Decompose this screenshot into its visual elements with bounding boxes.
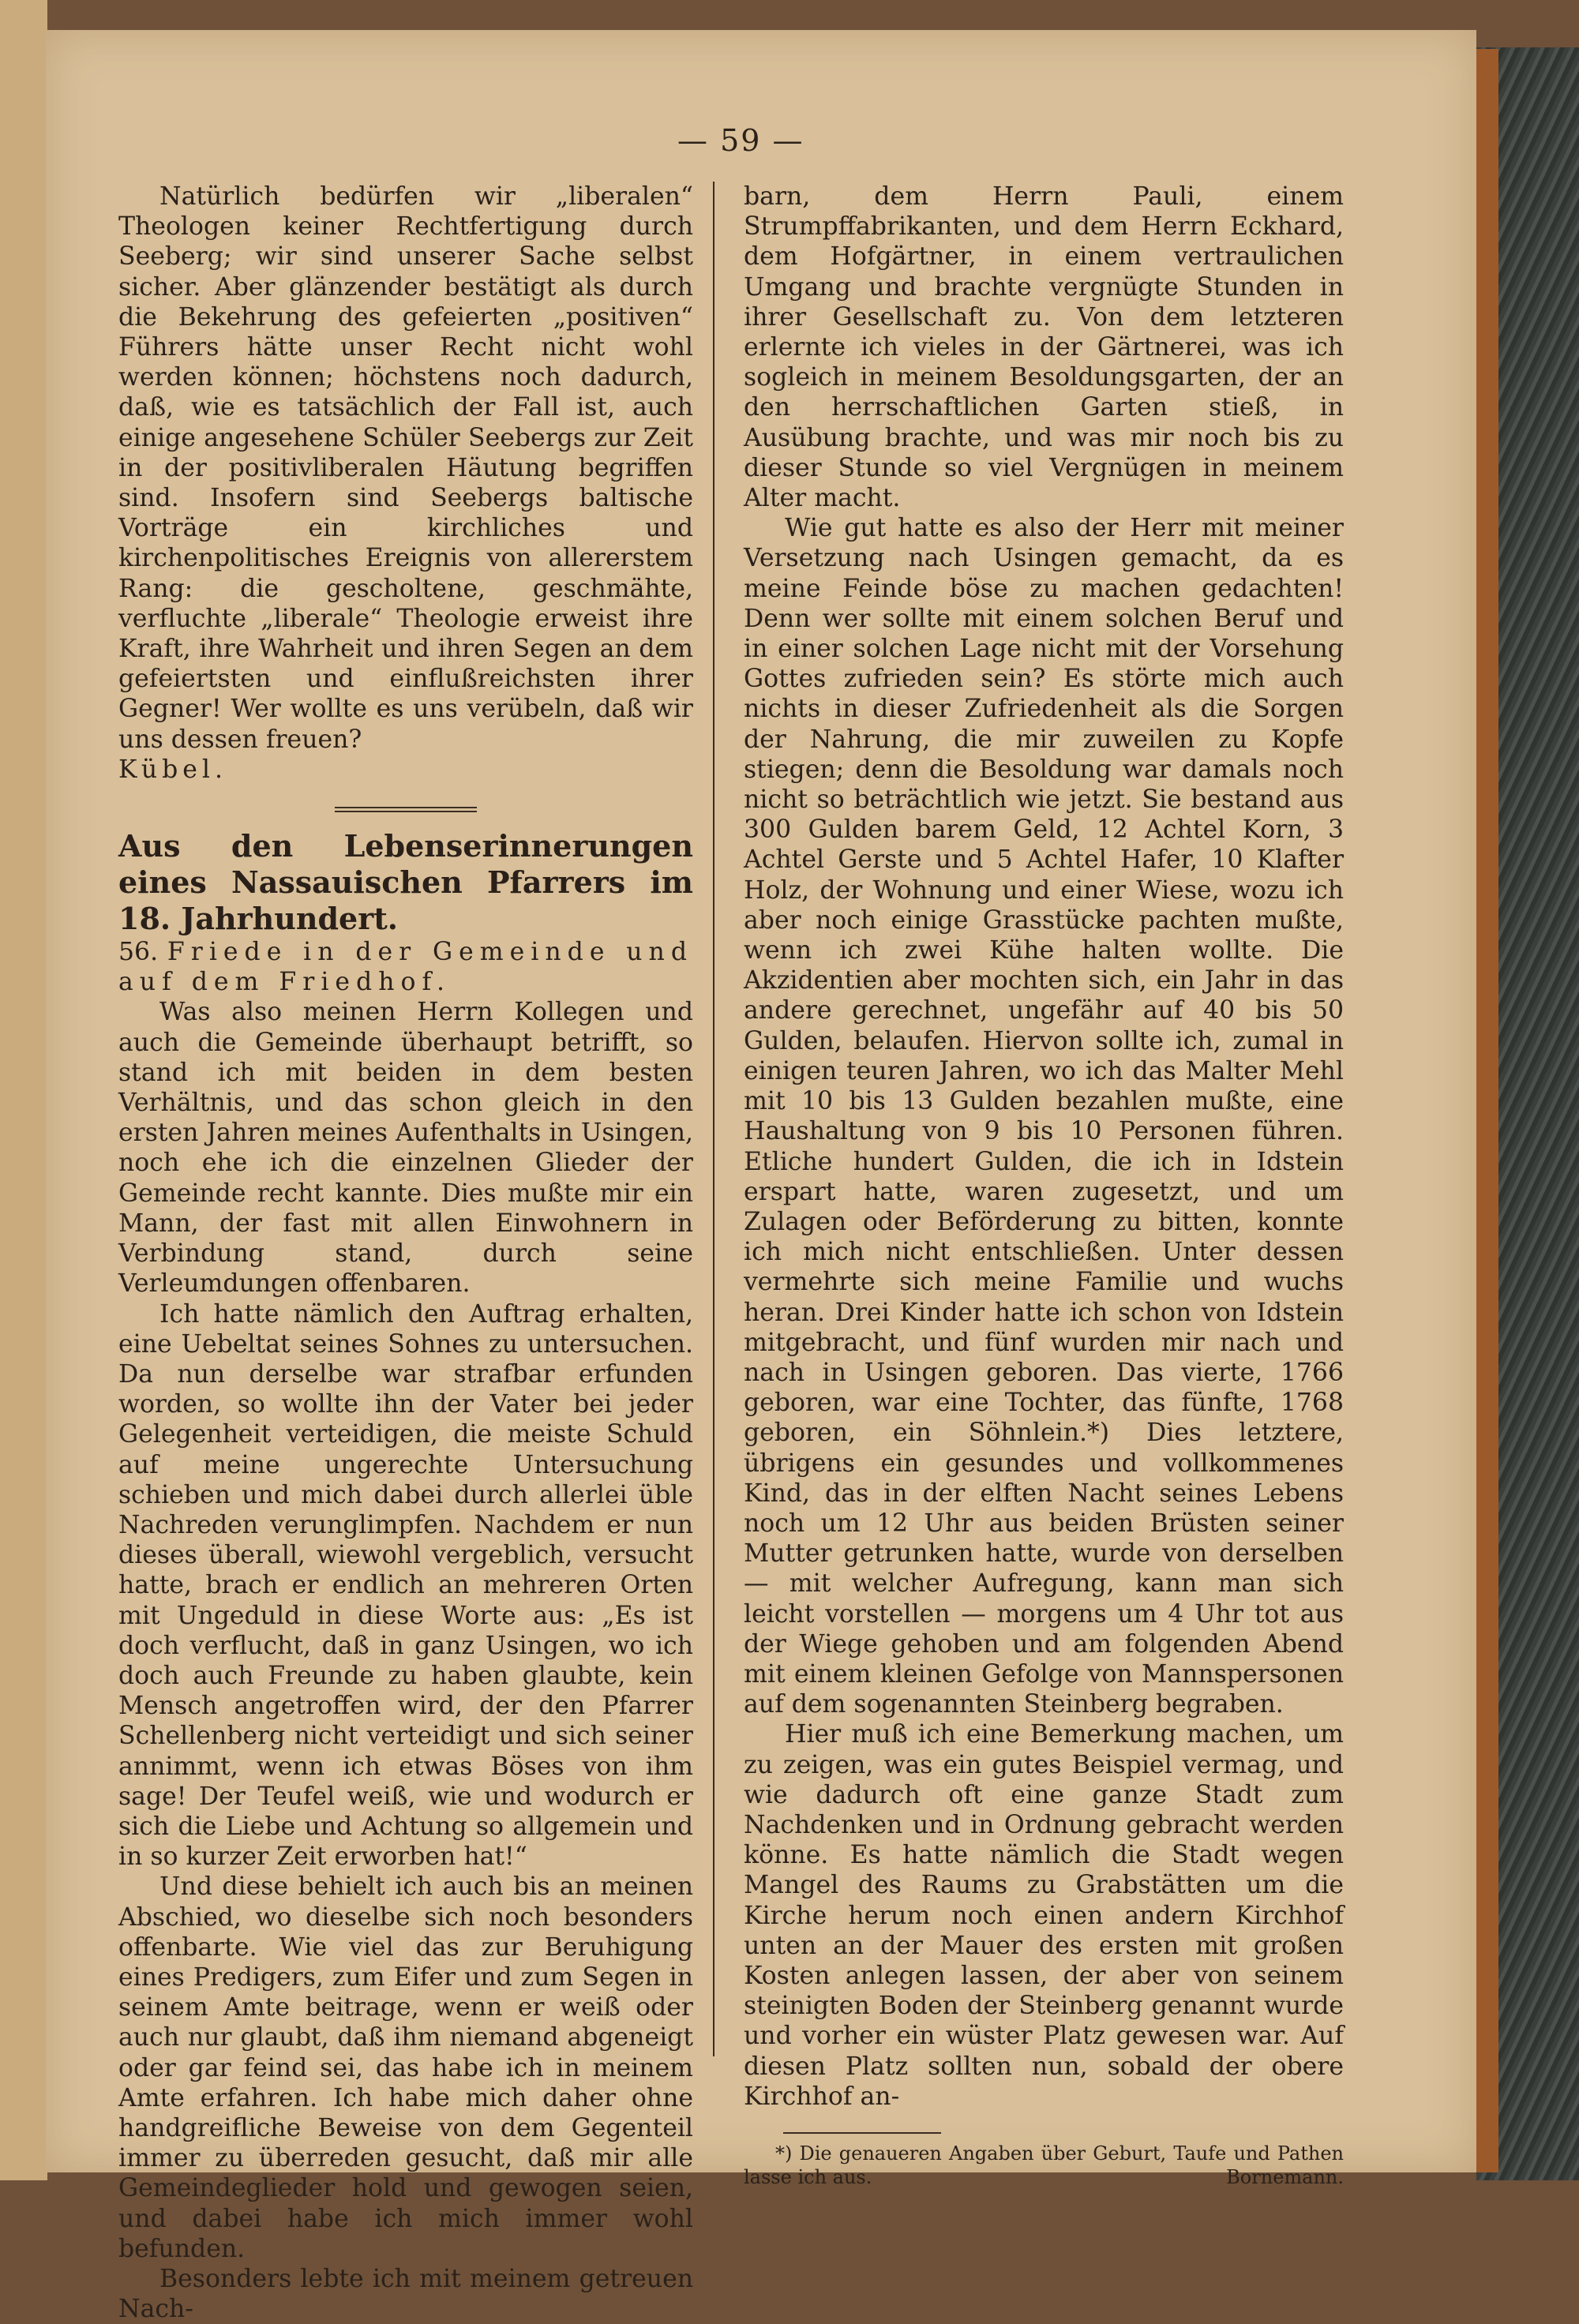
article-headline: Aus den Lebenserinnerungen eines Nassauischen Pfarrers im 18. Jahrhundert. [118, 828, 693, 937]
page-number: — 59 — [677, 123, 805, 158]
signature: Kübel. [118, 755, 228, 784]
footnote-text: *) Die genaueren Angaben über Geburt, Taufe und Pathen lasse ich aus. [744, 2142, 1344, 2188]
paragraph: Wie gut hatte es also der Herr mit meiner Versetzung nach Usingen gemacht, da es meine Feinde böse zu machen gedachten! Denn wer sollte mit einem solchen Beruf und in einer solchen Lage nicht mit der Vorsehung Gottes zufrieden sein? Es störte mich auch nichts in dieser Zufriedenheit als die Sorgen der Nahrung, die mir zuweilen zu Kopfe stiegen; denn die Besoldung war damals noch nicht so beträchtlich wie jetzt. Sie bestand aus 300 Gulden barem Geld, 12 Achtel Korn, 3 Achtel Gerste und 5 Achtel Hafer, 10 Klafter Holz, der Wohnung und einer Wiese, wozu ich aber noch einige Grasstücke pachten mußte, wenn ich zwei Kühe halten wollte. Die Akzidentien aber mochten sich, ein Jahr in das andere gerechnet, ungefähr auf 40 bis 50 Gulden, belaufen. Hiervon sollte ich, zumal in einigen teuren Jahren, wo ich das Malter Mehl mit 10 bis 13 Gulden bezahlen mußte, eine Haushaltung von 9 bis 10 Personen führen. Etliche hundert Gulden, die ich in Idstein erspart hatte, waren zugesetzt, und um Zulagen oder Beförderung zu bitten, konnte ich mich nicht entschließen. Unter dessen vermehrte sich meine Familie und wuchs heran. Drei Kinder hatte ich schon von Idstein mitgebracht, und fünf wurden mir nach und nach in Usingen geboren. Das vierte, 1766 geboren, war eine Tochter, das fünfte, 1768 geboren, ein Söhnlein.*) Dies letztere, übrigens ein gesundes und vollkommenes Kind, das in der elften Nacht seines Lebens noch um 12 Uhr aus beiden Brüsten seiner Mutter getrunken hatte, wurde von derselben — mit welcher Aufregung, kann man sich leicht vorstellen — morgens um 4 Uhr tot aus der Wiege gehoben und am folgenden Abend mit einem kleinen Gefolge von Mannspersonen auf dem sogenannten Steinberg begraben. [744, 514, 1344, 1719]
section-divider [335, 807, 477, 812]
intro-paragraph: Natürlich bedürfen wir „liberalen“ Theologen keiner Rechtfertigung durch Seeberg; wir sind unserer Sache selbst sicher. Aber glänzender bestätigt als durch die Bekehrung des gefeierten „positiven“ Führers hätte unser Recht nicht wohl werden können; höchstens noch dadurch, daß, wie es tatsächlich der Fall ist, auch einige angesehene Schüler Seebergs zur Zeit in der positivliberalen Häutung begriffen sind. Insofern sind Seebergs baltische Vorträge ein kirchliches und kirchenpolitisches Ereignis von allererstem Rang: die gescholtene, geschmähte, verfluchte „liberale“ Theologie erweist ihre Kraft, ihre Wahrheit und ihren Segen an dem gefeiertsten und einflußreichsten ihrer Gegner! Wer wollte es uns verübeln, daß wir uns dessen freuen? [118, 182, 693, 754]
paragraph: barn, dem Herrn Pauli, einem Strumpffabrikanten, und dem Herrn Eckhard, dem Hofgärtner, in einem vertraulichen Umgang und brachte vergnügte Stunden in ihrer Gesellschaft zu. Von dem letzteren erlernte ich vieles in der Gärtnerei, was ich sogleich in meinem Besoldungsgarten, der an den herrschaftlichen Garten stieß, in Ausübung brachte, und was mir noch bis zu dieser Stunde so viel Vergnügen in meinem Alter macht. [744, 182, 1344, 513]
paragraph: Besonders lebte ich mit meinem getreuen Nach- [118, 2265, 693, 2324]
footnote-rule [783, 2132, 941, 2134]
paragraph: Ich hatte nämlich den Auftrag erhalten, eine Uebeltat seines Sohnes zu untersuchen. Da nun derselbe war strafbar erfunden worden, so wollte ihn der Vater bei jeder Gelegenheit verteidigen, die meiste Schuld auf meine ungerechte Untersuchung schieben und mich dabei durch allerlei üble Nachreden verunglimpfen. Nachdem er nun dieses überall, wiewohl vergeblich, versucht hatte, brach er endlich an mehreren Orten mit Ungeduld in diese Worte aus: „Es ist doch verflucht, daß in ganz Usingen, wo ich doch auch Freunde zu haben glaubte, kein Mensch angetroffen wird, der den Pfarrer Schellenberg nicht verteidigt und sich seiner annimmt, wenn ich etwas Böses von ihm sage! Der Teufel weiß, wie und wodurch er sich die Liebe und Achtung so allgemein und in so kurzer Zeit erworben hat!“ [118, 1299, 693, 1872]
paragraph: Und diese behielt ich auch bis an meinen Abschied, wo dieselbe sich noch besonders offenbarte. Wie viel das zur Beruhigung eines Predigers, zum Eifer und zum Segen in seinem Amte beitrage, wenn er weiß oder auch nur glaubt, daß ihm niemand abgeneigt oder gar feind sei, das habe ich in meinem Amte erfahren. Ich habe mich daher ohne handgreifliche Beweise von dem Gegenteil immer zu überreden gesucht, daß mir alle Gemeindeglieder hold und gewogen seien, und dabei habe ich mich immer wohl befunden. [118, 1872, 693, 2263]
section-heading [118, 937, 693, 997]
left-column [118, 182, 693, 2324]
column-rule [713, 182, 714, 2056]
footnote [744, 2142, 1344, 2189]
paragraph: Hier muß ich eine Bemerkung machen, um zu zeigen, was ein gutes Beispiel vermag, und wie dadurch oft eine ganze Stadt zum Nachdenken und in Ordnung gebracht werden könne. Es hatte nämlich die Stadt wegen Mangel des Raums zu Grabstätten um die Kirche herum noch einen andern Kirchhof unten an der Mauer des ersten mit großen Kosten anlegen lassen, der aber von seinem steinigten Boden der Steinberg genannt wurde und vorher ein wüster Platz gewesen war. Auf diesen Platz sollten nun, sobald der obere Kirchhof an- [744, 1720, 1344, 2111]
book-cover-edge [1475, 49, 1498, 2172]
section-title: Friede in der Gemeinde und auf dem Friedhof. [118, 938, 694, 997]
adjacent-page-edge [0, 0, 47, 2180]
paragraph: Was also meinen Herrn Kollegen und auch die Gemeinde überhaupt betrifft, so stand ich mit beiden in dem besten Verhältnis, und das schon gleich in den ersten Jahren meines Aufenthalts in Usingen, noch ehe ich die einzelnen Glieder der Gemeinde recht kannte. Dies mußte mir ein Mann, der fast mit allen Einwohnern in Verbindung stand, durch seine Verleumdungen offenbaren. [118, 998, 693, 1299]
right-column [744, 182, 1344, 2189]
footnote-signature: Bornemann. [1226, 2166, 1344, 2188]
section-number: 56. [118, 938, 159, 967]
